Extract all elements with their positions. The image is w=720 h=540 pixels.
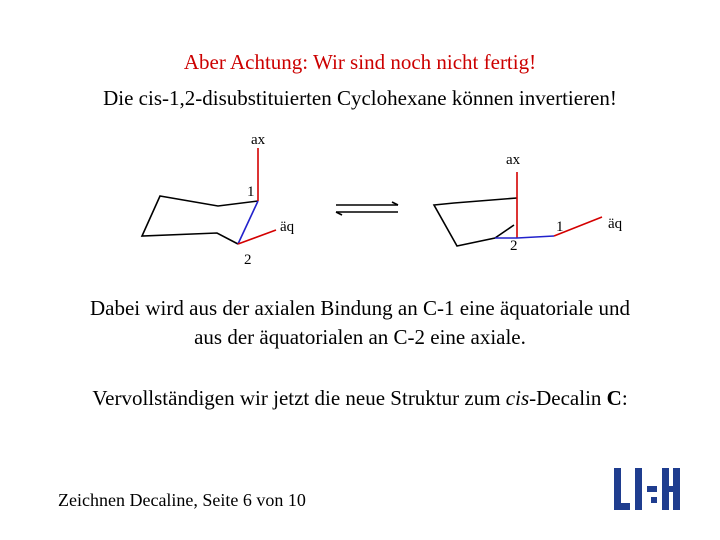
task-italic: cis	[505, 386, 530, 410]
right-c2-label: 2	[510, 238, 518, 254]
right-axial-label: ax	[506, 152, 521, 168]
task-middle: -Decalin	[529, 386, 607, 410]
right-c1-label: 1	[556, 219, 564, 235]
task-bold: C	[606, 386, 622, 410]
lmu-logo-icon	[610, 466, 684, 512]
equilibrium-arrows-icon	[336, 202, 398, 215]
left-equatorial-label: äq	[280, 219, 295, 235]
cyclohexane-inversion-diagram	[0, 120, 720, 280]
task-suffix: :	[621, 386, 628, 410]
right-c1-c2-bond	[517, 236, 554, 238]
task-sentence	[0, 386, 720, 411]
right-chair	[434, 152, 623, 254]
slide-title	[0, 50, 720, 75]
slide-subtitle: Die cis-1,2-disubstituierten Cyclohexane können invertieren!	[103, 86, 617, 110]
warning-prefix: Aber Achtung	[183, 50, 303, 74]
task-prefix: Vervollständigen wir jetzt die neue Struktur zum	[92, 386, 506, 410]
description-line-1: Dabei wird aus der axialen Bindung an C-1 eine äquatoriale und	[90, 296, 630, 320]
footer-page-info: Zeichnen Decaline, Seite 6 von 10	[58, 490, 306, 510]
description-line-2: aus der äquatorialen an C-2 eine axiale.	[194, 325, 526, 349]
left-chair	[142, 132, 295, 268]
warning-text: : Wir sind noch nicht fertig!	[302, 50, 537, 74]
right-equatorial-label: äq	[608, 216, 623, 232]
left-axial-label: ax	[251, 132, 266, 148]
left-c2-label: 2	[244, 252, 252, 268]
left-c1-label: 1	[247, 184, 255, 200]
